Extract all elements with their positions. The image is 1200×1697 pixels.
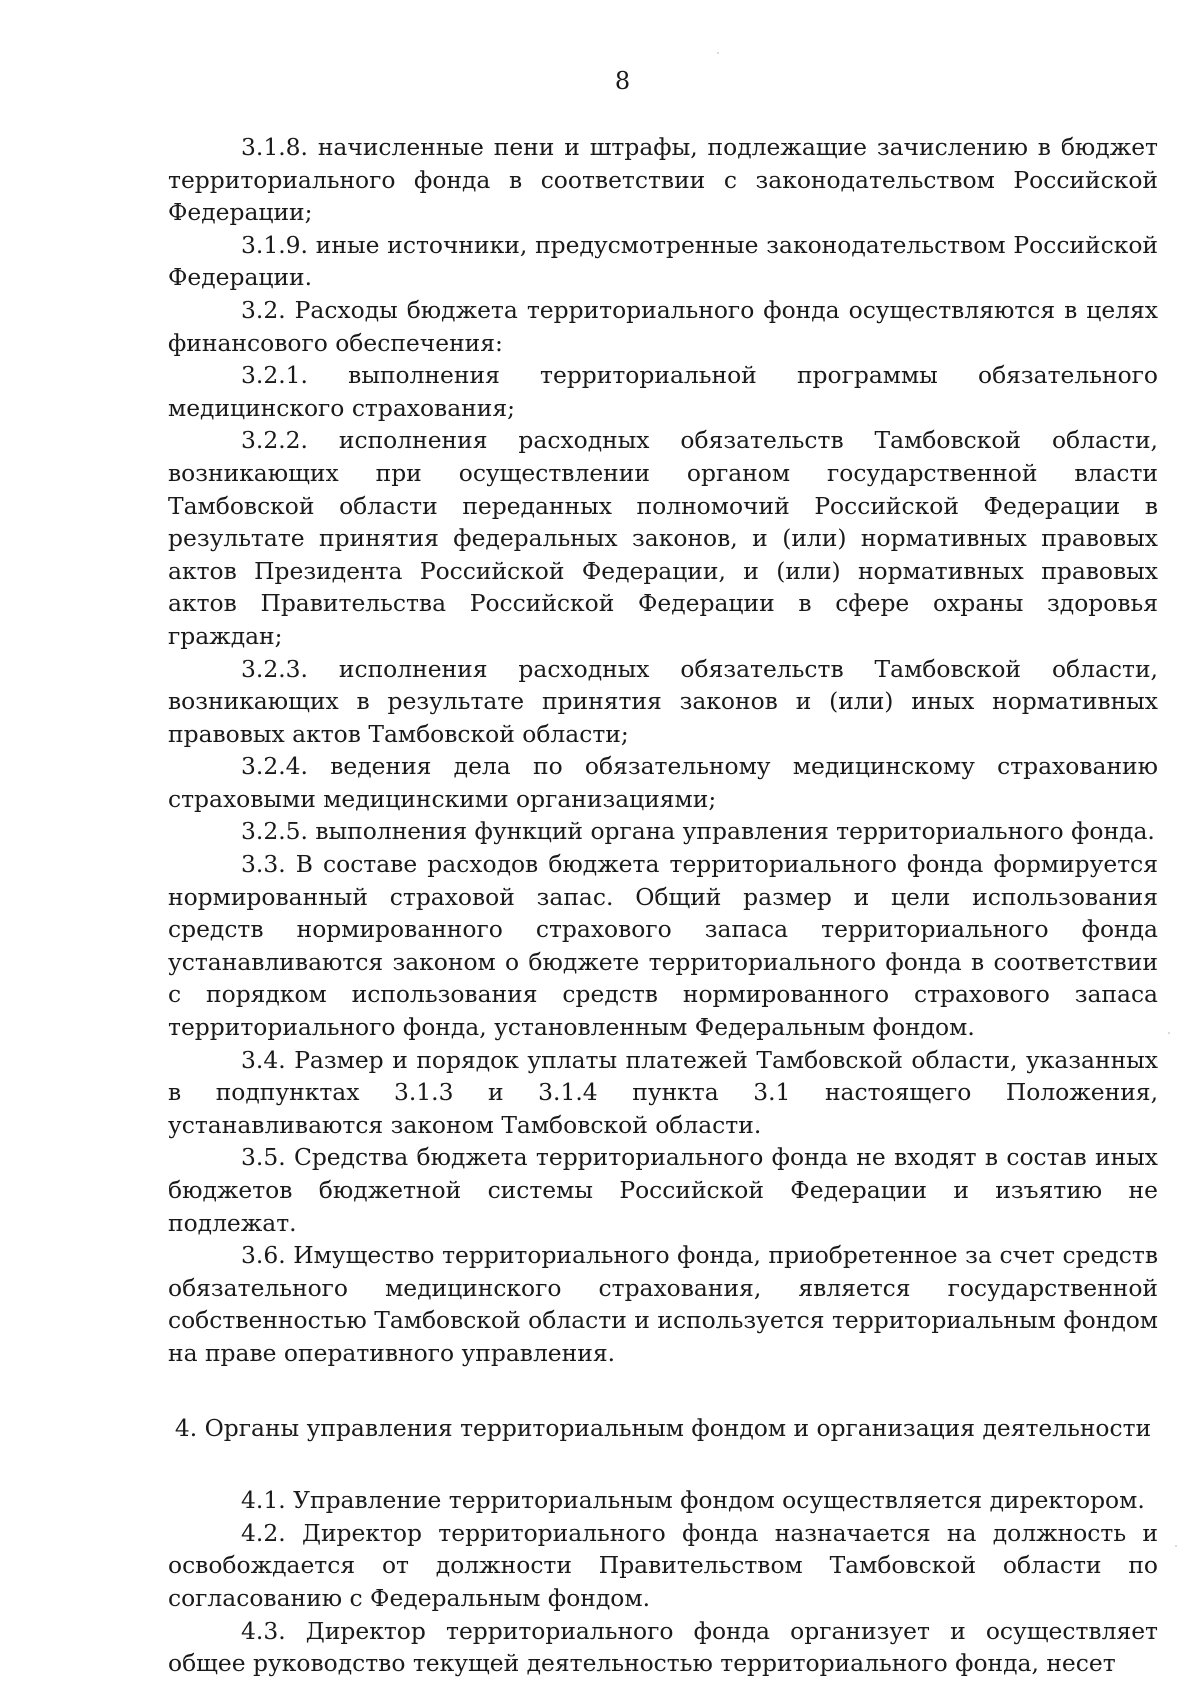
paragraph-3-2-1: 3.2.1. выполнения территориальной программы обязательного медицинского страхования; — [168, 361, 1158, 422]
scan-speck — [1168, 1032, 1170, 1034]
paragraph-3-2-2: 3.2.2. исполнения расходных обязательств Тамбовской области, возникающих при осуществлении органом государственной власти Тамбовской области переданных полномочий Российской Федерации в результате принятия федеральных законов, и (или) нормативных правовых актов Президента Российской Федерации, и (или) нормативных правовых актов Правительства Российской Федерации в сфере охраны здоровья граждан; — [168, 426, 1158, 650]
paragraph-3-1-9: 3.1.9. иные источники, предусмотренные законодательством Российской Федерации. — [168, 230, 1158, 292]
section-heading: 4. Органы управления территориальным фондом и организация деятельности — [174, 1413, 1152, 1442]
document-body — [168, 131, 1158, 1680]
paragraph-3-1-8: 3.1.8. начисленные пени и штрафы, подлежащие зачислению в бюджет территориального фонда в соответствии с законодательством Российской Федерации; — [168, 133, 1158, 227]
paragraph-4-1: 4.1. Управление территориальным фондом осуществляется директором. — [241, 1486, 1145, 1515]
paragraph-3-2-3: 3.2.3. исполнения расходных обязательств Тамбовской области, возникающих в результате принятия законов и (или) иных нормативных правовых актов Тамбовской области; — [168, 654, 1158, 748]
paragraph-3-5: 3.5. Средства бюджета территориального фонда не входят в состав иных бюджетов бюджетной системы Российской Федерации и изъятию не подлежат. — [168, 1143, 1158, 1237]
paragraph-3-2-4: 3.2.4. ведения дела по обязательному медицинскому страхованию страховыми медицинскими организациями; — [168, 752, 1158, 813]
paragraph-3-4: 3.4. Размер и порядок уплаты платежей Тамбовской области, указанных в подпунктах 3.1.3 и 3.1.4 пункта 3.1 настоящего Положения, устанавливаются законом Тамбовской области. — [168, 1045, 1158, 1139]
paragraph-3-3: 3.3. В составе расходов бюджета территориального фонда формируется нормированный страховой запас. Общий размер и цели использования средств нормированного страхового запаса территориального фонда устанавливаются законом о бюджете территориального фонда в соответствии с порядком использования средств нормированного страхового запаса территориального фонда, установленным Федеральным фондом. — [168, 850, 1158, 1042]
paragraph-4-2: 4.2. Директор территориального фонда назначается на должность и освобождается от должности Правительством Тамбовской области по согласованию с Федеральным фондом. — [168, 1518, 1158, 1612]
paragraph-3-2-5: 3.2.5. выполнения функций органа управления территориального фонда. — [241, 817, 1155, 846]
scan-speck — [717, 52, 719, 54]
scan-speck — [1175, 1545, 1177, 1547]
page-number: 8 — [614, 67, 631, 95]
paragraph-3-6: 3.6. Имущество территориального фонда, приобретенное за счет средств обязательного медицинского страхования, является государственной собственностью Тамбовской области и используется территориальным фондом на праве оперативного управления. — [168, 1241, 1158, 1367]
paragraph-4-3: 4.3. Директор территориального фонда организует и осуществляет общее руководство текущей деятельностью территориального фонда, несет — [168, 1616, 1158, 1678]
paragraph-3-2: 3.2. Расходы бюджета территориального фонда осуществляются в целях финансового обеспечения: — [168, 295, 1158, 357]
